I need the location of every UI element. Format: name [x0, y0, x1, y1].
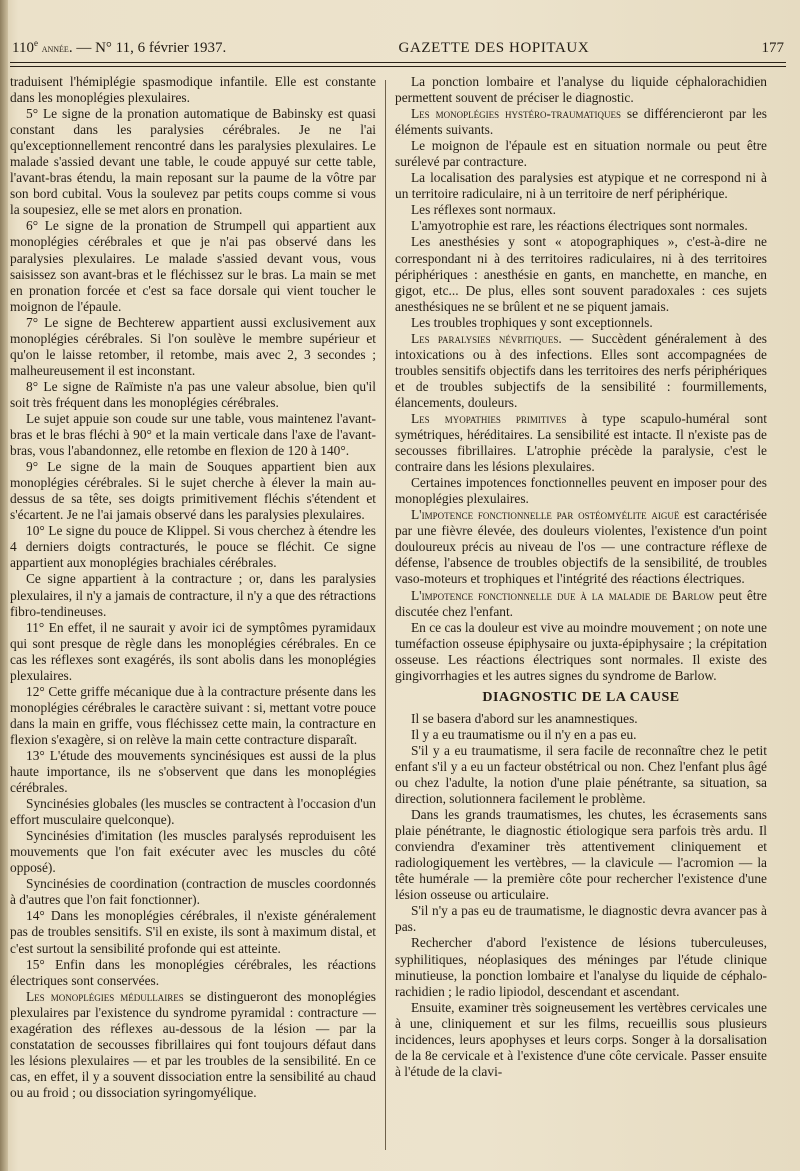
paragraph-text: L'amyotrophie est rare, les réactions électriques sont normales.: [411, 218, 748, 234]
paragraph-lead: Les paralysies névritiques.: [411, 330, 562, 346]
paragraph: [395, 711, 767, 727]
paragraph-text: Rechercher d'abord l'existence de lésions tuberculeuses, syphilitiques, néoplasiques des méninges par l'étude clinique minutieuse, la ponction lombaire et l'analyse du liquide de céphalo-rachidien ; le radio lipiodol, descendant et ascendant.: [395, 935, 767, 999]
paragraph-text: Les troubles trophiques y sont exceptionnels.: [411, 314, 653, 330]
page-number: 177: [761, 40, 784, 56]
paragraph-text: 15° Enfin dans les monoplégies cérébrales, les réactions électriques sont conservées.: [10, 956, 376, 988]
paragraph: [395, 218, 767, 234]
paragraph-text: La ponction lombaire et l'analyse du liquide céphalorachidien permettent souvent de préciser le diagnostic.: [395, 74, 767, 106]
paragraph: [395, 935, 767, 999]
paragraph: [10, 411, 376, 459]
paragraph-text: Syncinésies d'imitation (les muscles paralysés reproduisent les mouvements que l'on fait exécuter avec les muscles du côté opposé).: [10, 828, 376, 876]
paragraph-text: à type scapulo-huméral sont symétriques, héréditaires. La sensibilité est intacte. Il n'existe pas de secousses fibrillaires. L'atrophie précède la paralysie, c'est le contraire dans les lésions plexulaires.: [395, 410, 767, 475]
paragraph: [395, 331, 767, 411]
paragraph: [10, 908, 376, 956]
paragraph-text: 8° Le signe de Raïmiste n'a pas une valeur absolue, bien qu'il soit très fréquent dans les monoplégies cérébrales.: [10, 378, 376, 410]
paragraph-lead: L'impotence fonctionnelle par ostéomyélite aiguë: [411, 507, 680, 523]
header-rule-top: [10, 62, 786, 63]
paragraph-text: La localisation des paralysies est atypique et ne correspond ni à un territoire radiculaire, ni à un territoire de nerf périphérique.: [395, 170, 767, 202]
paragraph-text: Le sujet appuie son coude sur une table, vous maintenez l'avant-bras et le bras fléchi à 90° et la main verticale dans l'axe de l'avant-bras, vous l'abandonnez, elle retombe en flexion de 120 à 140°.: [10, 410, 376, 459]
paragraph: [10, 957, 376, 989]
paragraph-text: 11° En effet, il ne saurait y avoir ici de symptômes pyramidaux qui sont presque de règle dans les monoplégies cérébrales. En ce cas les réflexes sont exagérés, ils sont abolis dans les monoplégies plexulaires.: [10, 619, 376, 683]
paragraph-text: 5° Le signe de la pronation automatique de Babinsky est quasi constant dans les paralysies cérébrales. Je ne l'ai qu'exceptionnellement rencontré dans les paralysies plexulaires. Le malade s'assied devant une table, le coude appuyé sur cette table, l'avant-bras étendu, la main reposant sur la paume de la vôtre par son bord cubital. Vous la soulevez par petits coups comme si vous la soupesiez, elle se met alors en pronation.: [10, 106, 376, 218]
paragraph: [10, 748, 376, 796]
paragraph-text: 14° Dans les monoplégies cérébrales, il n'existe généralement pas de troubles sensitifs. S'il en existe, ils sont à maximum distal, et c'est surtout la sensibilité profonde qui est atteinte.: [10, 908, 376, 956]
page-binding-edge: [0, 0, 8, 1171]
paragraph-text: Le moignon de l'épaule est en situation normale ou peut être surélevé par contracture.: [395, 138, 767, 170]
paragraph-text: Les anesthésies y sont « atopographiques », c'est-à-dire ne correspondant ni à des territoires radiculaires, ni à des territoires périphériques : anesthésie en gants, en manchette, en manche, en gigot, etc... De plus, elles sont souvent paradoxales : ces sujets anesthésiques ne se brûlent et ne se piquent jamais.: [395, 234, 767, 314]
paragraph-text: Syncinésies globales (les muscles se contractent à l'occasion d'un effort musculaire quelconque).: [10, 796, 376, 828]
paragraph-text: Il y a eu traumatisme ou il n'y en a pas eu.: [411, 726, 637, 742]
journal-title: GAZETTE DES HOPITAUX: [398, 40, 590, 56]
paragraph: [10, 620, 376, 684]
paragraph: [395, 202, 767, 218]
right-column: [395, 74, 767, 1159]
paragraph-text: 7° Le signe de Bechterew appartient aussi exclusivement aux monoplégies cérébrales. Si l'on soulève le membre supérieur et qu'on le laisse retomber, il retombe, mais avec 2, 3 secondes ; malheureusement il est inconstant.: [10, 314, 376, 378]
issue-info: 110e année. — N° 11, 6 février 1937.: [12, 38, 227, 56]
paragraph: [10, 379, 376, 411]
paragraph-lead: Les monoplégies médullaires: [26, 988, 184, 1004]
paragraph: [395, 234, 767, 314]
left-column: [10, 74, 376, 1159]
paragraph-lead: Les myopathies primitives: [411, 410, 567, 426]
paragraph: [395, 138, 767, 170]
paragraph-text: 6° Le signe de la pronation de Strumpell qui appartient aux monoplégies cérébrales et que je n'ai pas observé dans les paralysies plexulaires. Le malade s'assied devant vous, vous saisissez son avant-bras et le fléchissez sur le bras. La main se met en pronation forcée et c'est sa face dorsale qui vient toucher le moignon de l'épaule.: [10, 218, 376, 314]
paragraph-text: S'il y a eu traumatisme, il sera facile de reconnaître chez le petit enfant s'il y a eu un facteur obstétrical ou non. Chez l'enfant plus âgé ou chez l'adulte, la notion d'une plaie pénétrante, sa situation, sa direction, solutionnera facilement le problème.: [395, 742, 767, 807]
section-heading: DIAGNOSTIC DE LA CAUSE: [482, 689, 680, 705]
paragraph-text: est caractérisée par une fièvre élevée, des douleurs violentes, l'existence d'un point douloureux précis au niveau de l'os — une contracture réflexe de défense, l'absence de troubles objectifs de la sensibilité, de troubles vaso-moteurs et trophiques et l'intégrité des réactions électriques.: [395, 507, 767, 587]
header-rule-bottom: [10, 66, 786, 67]
paragraph-text: — Succèdent généralement à des intoxications ou à des infections. Elles sont accompagnées de troubles sensitifs objectifs dans les territoires des nerfs périphériques et de troubles subjectifs de la sensibilité : fourmillements, élancements, douleurs.: [395, 330, 767, 410]
paragraph-text: Les réflexes sont normaux.: [411, 202, 557, 218]
paragraph: [395, 475, 767, 507]
paragraph-text: 12° Cette griffe mécanique due à la contracture présente dans les monoplégies cérébrales le caractère suivant : si, mettant votre pouce dans la main en griffe, vous fléchissez cette main, la contracture en flexion s'exagère, si on relève la main cette contracture disparaît.: [10, 683, 376, 747]
paragraph: [10, 989, 376, 1101]
paragraph-text: Certaines impotences fonctionnelles peuvent en imposer pour des monoplégies plexulaires.: [395, 475, 767, 507]
page-header: [12, 38, 784, 60]
paragraph: [10, 459, 376, 523]
paragraph-text: Il se basera d'abord sur les anamnestiques.: [411, 710, 638, 726]
paragraph: [10, 106, 376, 218]
paragraph: [10, 876, 376, 908]
paragraph: [395, 170, 767, 202]
paragraph-text: Ce signe appartient à la contracture ; or, dans les paralysies plexulaires, il n'y a jamais de contracture, il n'y a que des rétractions fibro-tendineuses.: [10, 571, 376, 619]
paragraph-text: 13° L'étude des mouvements syncinésiques est aussi de la plus haute importance, ils ne s'observent que dans les monoplégies cérébrales.: [10, 747, 376, 796]
paragraph-text: peut être discutée chez l'enfant.: [395, 587, 767, 619]
paragraph: [395, 588, 767, 620]
paragraph: [10, 796, 376, 828]
paragraph: [395, 727, 767, 743]
paragraph: [395, 106, 767, 138]
paragraph: [10, 315, 376, 379]
paragraph-text: Dans les grands traumatismes, les chutes, les écrasements sans plaie pénétrante, le diagnostic étiologique sera parfois très ardu. Il conviendra d'examiner très attentivement cliniquement et radiologiquement les vertèbres, — la clavicule — l'acromion — la tête humérale — la première côte pour rechercher l'existence d'une lésion osseuse ou articulaire.: [395, 807, 767, 903]
paragraph-text: 9° Le signe de la main de Souques appartient bien aux monoplégies cérébrales. Si le sujet cherche à élever la main au-dessus de sa tête, ses doigts primitivement fléchis s'étendent et s'écartent. Je ne l'ai jamais observé dans les paralysies plexulaires.: [10, 459, 376, 523]
paragraph: [10, 684, 376, 748]
paragraph: [395, 807, 767, 903]
paragraph: [395, 411, 767, 475]
paragraph: [10, 74, 376, 106]
paragraph: [395, 743, 767, 807]
paragraph-lead: L'impotence fonctionnelle due à la maladie de Barlow: [411, 587, 714, 603]
paragraph-text: 10° Le signe du pouce de Klippel. Si vous cherchez à étendre les 4 derniers doigts contracturés, le pouce se fléchit. Ce signe appartient aux monoplégies brachiales cérébrales.: [10, 523, 376, 571]
paragraph: [10, 828, 376, 876]
paragraph: [10, 571, 376, 619]
paragraph: [395, 315, 767, 331]
paragraph-text: Ensuite, examiner très soigneusement les vertèbres cervicales une à une, cliniquement et sur les films, recueillis sous plusieurs incidences, leurs apophyses et leurs corps. Songer à la dorsalisation de la 8e cervicale et à l'existence d'une côte cervicale. Passer ensuite à l'étude de la clavi-: [395, 999, 767, 1079]
paragraph: [395, 74, 767, 106]
paragraph-text: se distingueront des monoplégies plexulaires par l'existence du syndrome pyramidal : contracture — exagération des réflexes au-dessous de la lésion — par la constatation de secousses fibrillaires qui font toujours défaut dans les lésions plexulaires — et par les troubles de la sensibilité. En ce cas, en effet, il y a souvent dissociation entre la sensibilité au chaud ou au froid ; ou dissociation syringomyélique.: [10, 988, 376, 1100]
paragraph: [395, 620, 767, 684]
paragraph-text: traduisent l'hémiplégie spasmodique infantile. Elle est constante dans les monoplégies plexulaires.: [10, 74, 376, 106]
paragraph-lead: Les monoplégies hystéro-traumatiques: [411, 106, 621, 122]
paragraph: [395, 507, 767, 587]
paragraph: [10, 523, 376, 571]
paragraph-text: Syncinésies de coordination (contraction de muscles coordonnés à d'autres que l'on fait fonctionner).: [10, 876, 376, 908]
column-divider: [385, 80, 386, 1150]
paragraph: [10, 218, 376, 314]
paragraph: [395, 903, 767, 935]
paragraph: [395, 1000, 767, 1080]
paragraph-text: se différencieront par les éléments suivants.: [395, 106, 767, 138]
paragraph-text: S'il n'y a pas eu de traumatisme, le diagnostic devra avancer pas à pas.: [395, 903, 767, 935]
paragraph-text: En ce cas la douleur est vive au moindre mouvement ; on note une tuméfaction osseuse épiphysaire ou juxta-épiphysaire ; la crépitation osseuse. Les réactions électriques sont normales. Il existe des gingivorrhagies et les autres signes du syndrome de Barlow.: [395, 619, 767, 683]
